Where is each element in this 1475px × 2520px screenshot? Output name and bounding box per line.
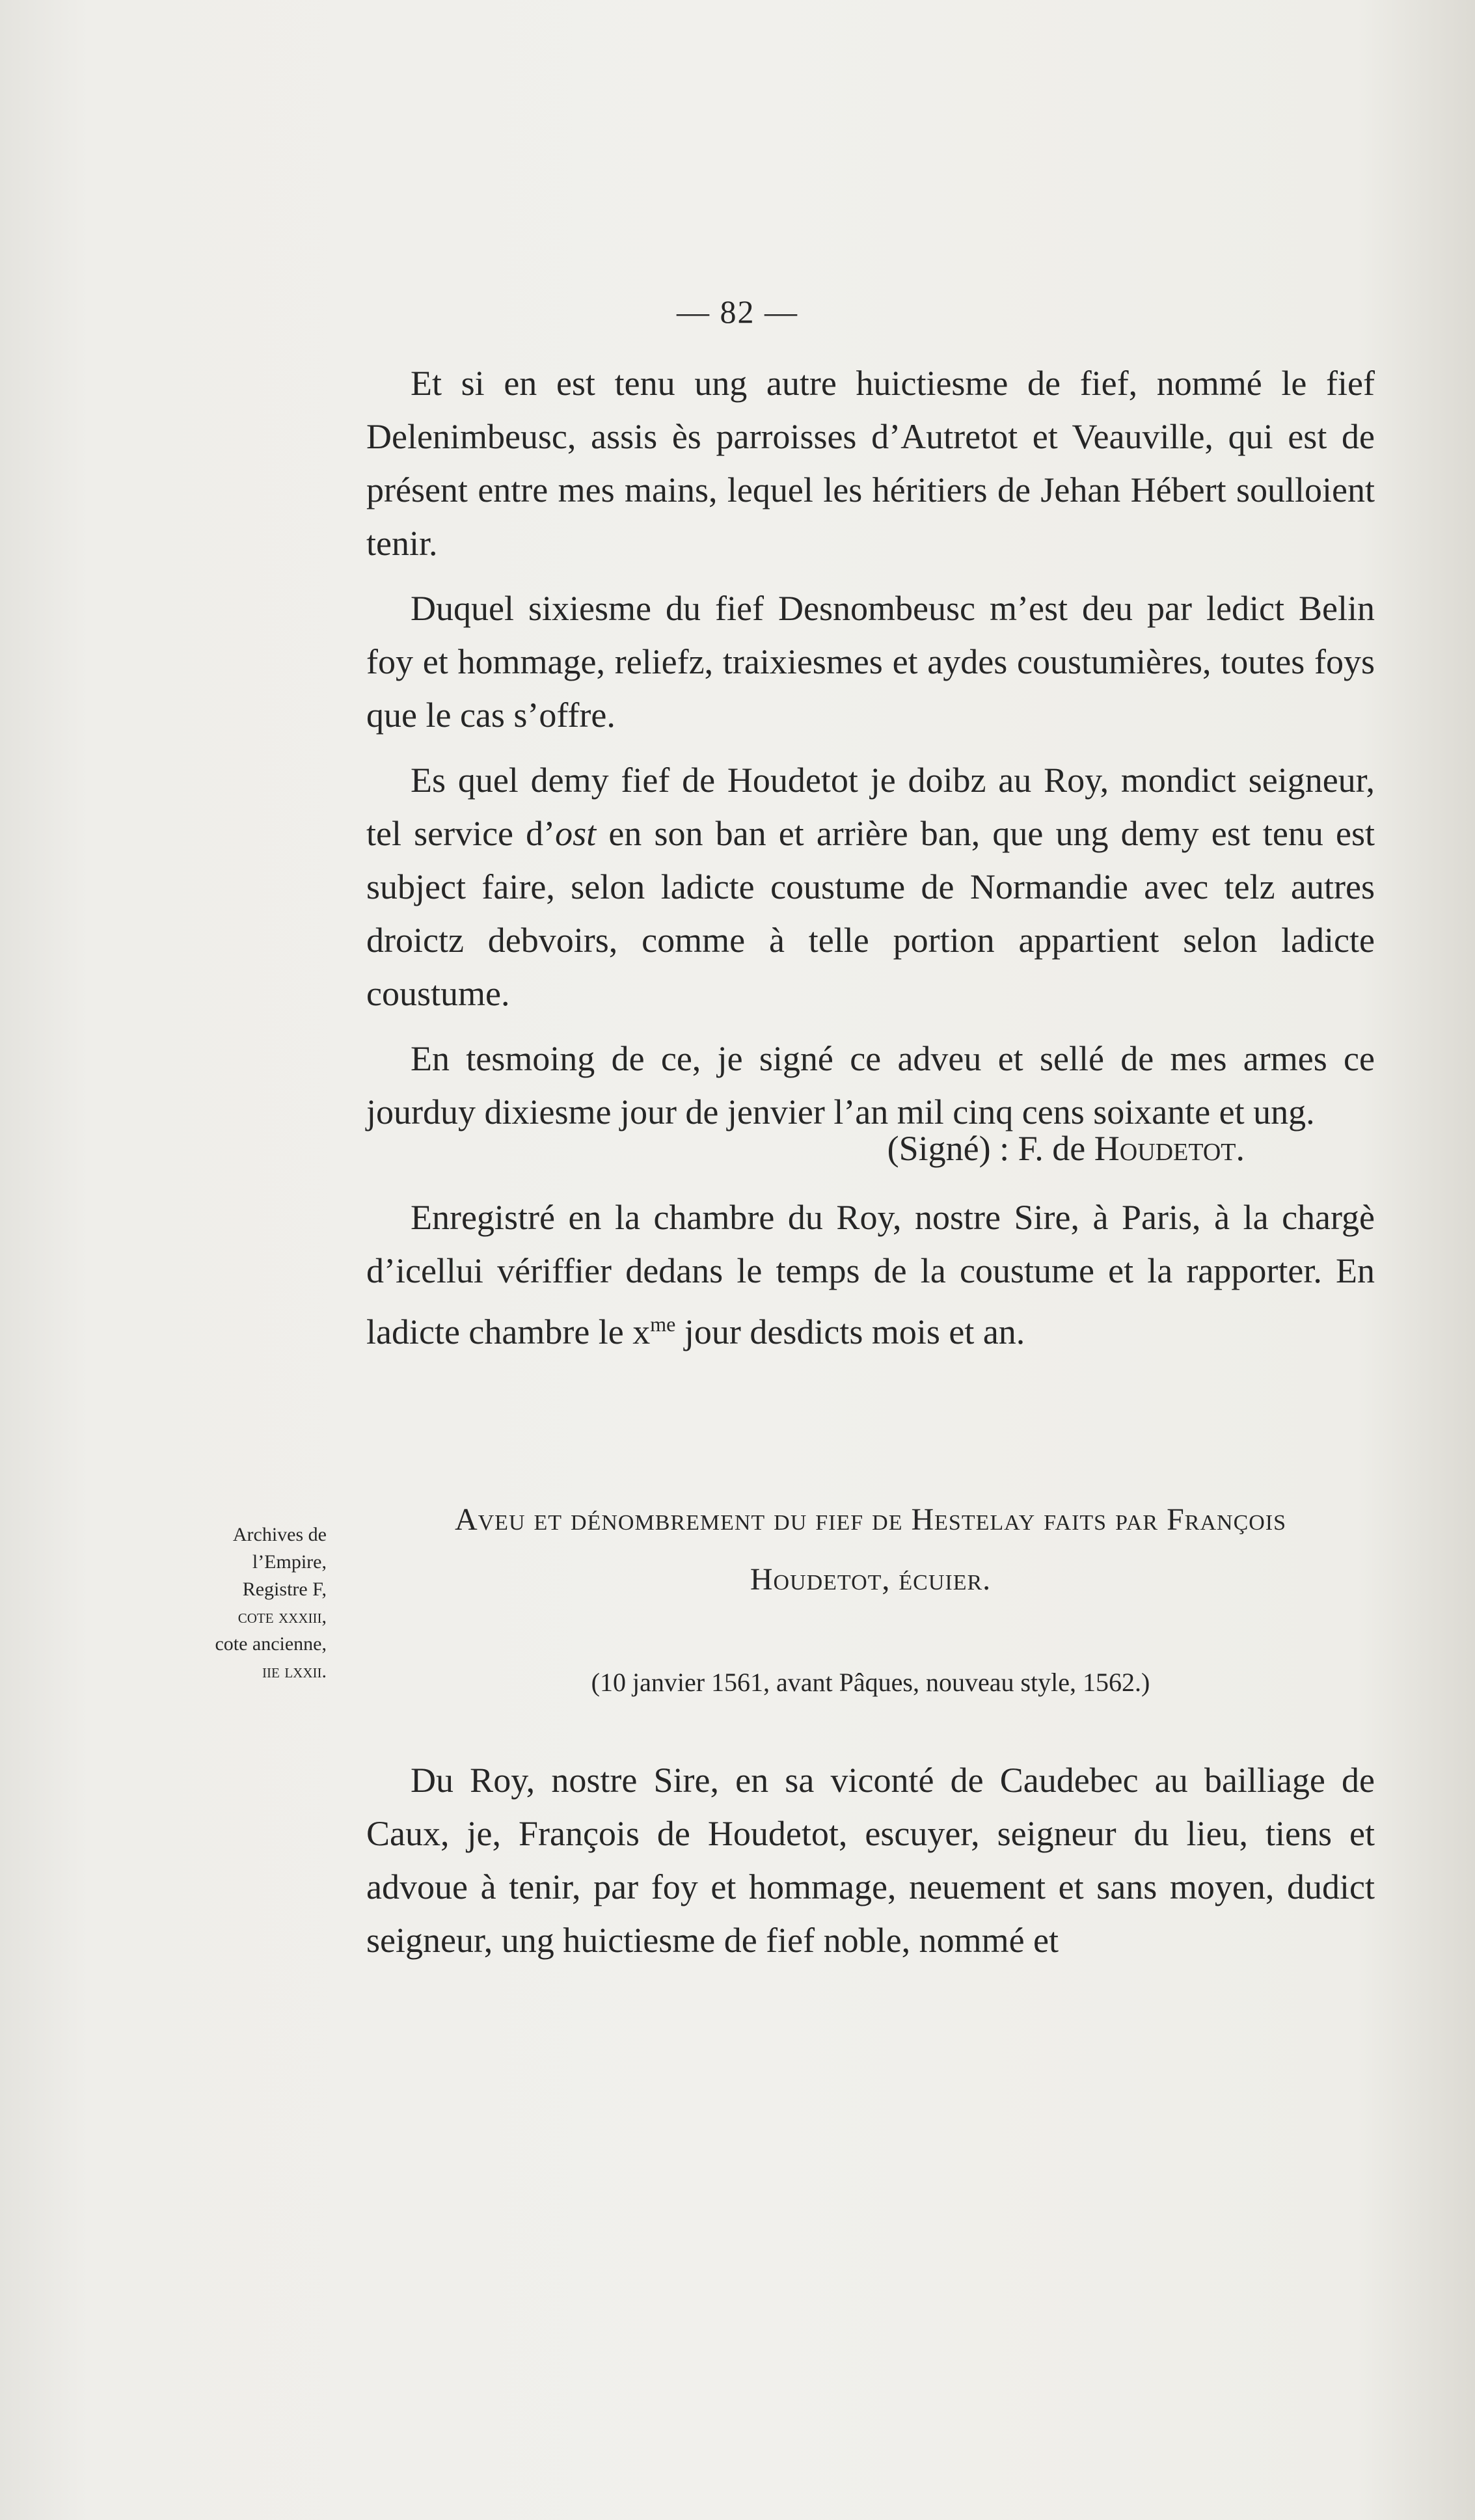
heading-line: Houdetot, écuier. bbox=[750, 1562, 992, 1597]
paragraph-text: Enregistré en la chambre du Roy, nostre Sire, à Paris, à la chargè d’icellui vériffier dedans le temps de la coustume et la rapporter. En ladicte chambre le x bbox=[366, 1198, 1375, 1351]
paragraph bbox=[366, 1191, 1375, 1359]
italic-word: ost bbox=[555, 814, 597, 853]
signature-name: Houdetot. bbox=[1094, 1129, 1245, 1168]
margin-note-line: l’Empire, bbox=[252, 1551, 327, 1573]
paragraph-text: Es quel demy fief de Houdetot je doibz au Roy, mondict seigneur, tel service d’ bbox=[366, 761, 1375, 853]
margin-note-line: cote xxxiii, bbox=[237, 1606, 327, 1627]
margin-note-line: iie lxxii. bbox=[262, 1660, 327, 1682]
body-text-upper bbox=[366, 357, 1375, 1139]
superscript: me bbox=[650, 1312, 676, 1336]
margin-note-line: Archives de bbox=[232, 1524, 327, 1545]
date-line: (10 janvier 1561, avant Pâques, nouveau style, 1562.) bbox=[591, 1668, 1150, 1697]
paragraph: En tesmoing de ce, je signé ce adveu et sellé de mes armes ce jourduy dixiesme jour de jenvier l’an mil cinq cens soixante et ung. bbox=[366, 1039, 1375, 1131]
signature-line bbox=[781, 1122, 1245, 1175]
heading-line: Aveu et dénombrement du fief de Hestelay faits par François bbox=[454, 1502, 1287, 1537]
body-text-lower bbox=[366, 1754, 1375, 1967]
registration-note bbox=[366, 1191, 1375, 1359]
paragraph-text: jour desdicts mois et an. bbox=[675, 1312, 1025, 1351]
margin-note bbox=[170, 1521, 327, 1685]
paragraph bbox=[366, 753, 1375, 1020]
paragraph: Duquel sixiesme du fief Desnombeusc m’est deu par ledict Belin foy et hommage, reliefz, traixiesmes et aydes coustumières, toutes foys que le cas s’offre. bbox=[366, 589, 1375, 735]
margin-note-line: cote ancienne, bbox=[215, 1633, 327, 1655]
section-heading bbox=[366, 1490, 1375, 1610]
page-number: — 82 — bbox=[677, 293, 798, 330]
signature-prefix: (Signé) : F. de bbox=[887, 1129, 1094, 1168]
paragraph: Et si en est tenu ung autre huictiesme de fief, nommé le fief Delenimbeusc, assis ès parroisses d’Autretot et Veauville, qui est de présent entre mes mains, lequel les héritiers de Jehan Hébert soulloient tenir. bbox=[366, 364, 1375, 563]
paragraph-text: en son ban et arrière ban, que ung demy est tenu est subject faire, selon ladicte coustume de Normandie avec telz autres droictz debvoirs, comme à telle portion appartient selon ladicte coustume. bbox=[366, 814, 1375, 1013]
paragraph: Du Roy, nostre Sire, en sa viconté de Caudebec au bailliage de Caux, je, François de Houdetot, escuyer, seigneur du lieu, tiens et advoue à tenir, par foy et hommage, neuement et sans moyen, dudict seigneur, ung huictiesme de fief noble, nommé et bbox=[366, 1761, 1375, 1960]
margin-note-line: Registre F, bbox=[242, 1578, 327, 1600]
